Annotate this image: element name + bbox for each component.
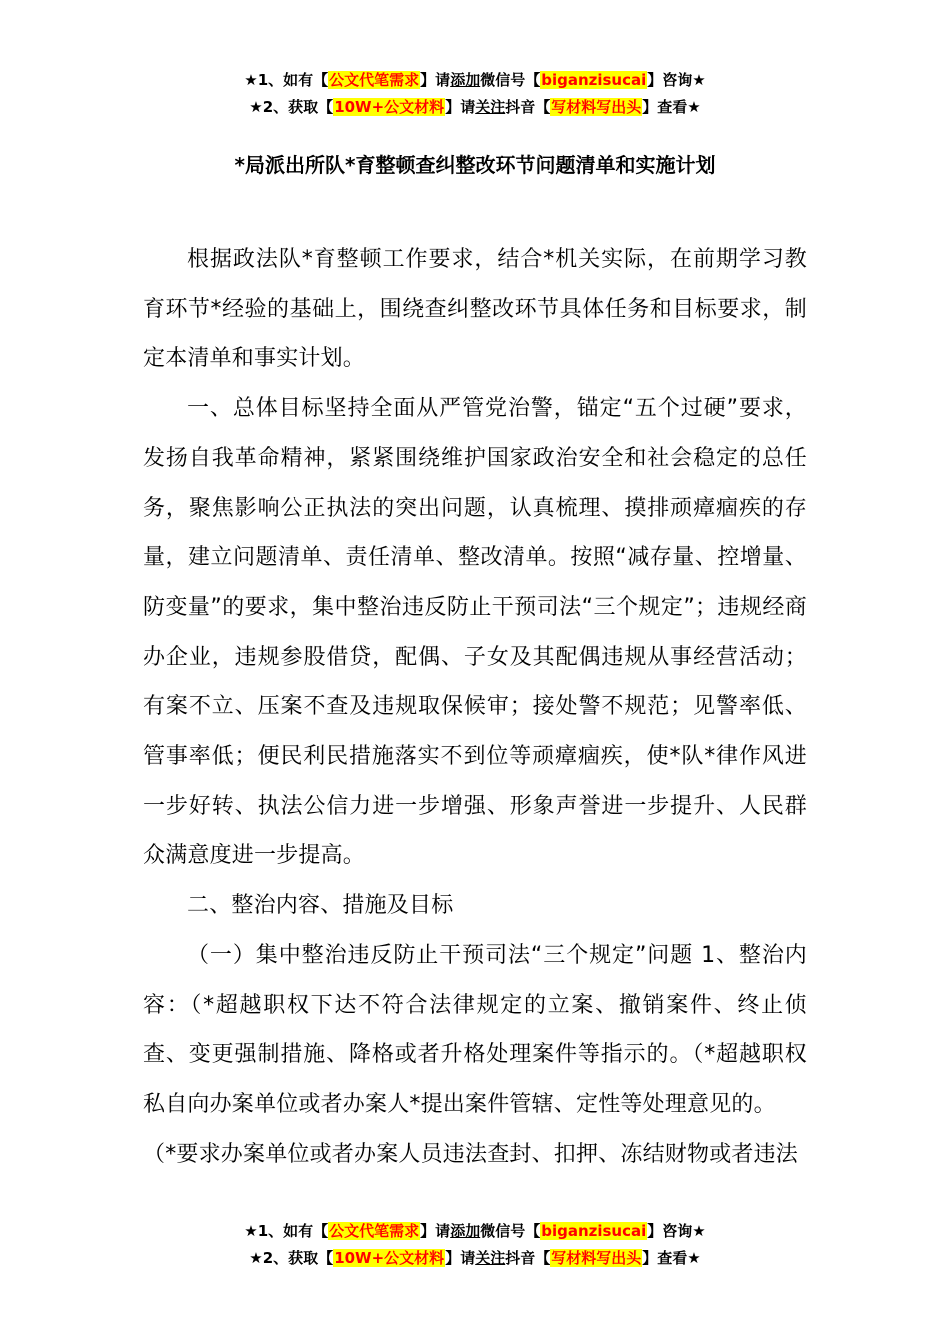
highlight-wechat-id: biganzisucai	[541, 71, 647, 89]
bottom-banner	[0, 1218, 950, 1272]
banner-line-1	[0, 67, 950, 94]
highlight-materials: 10W+公文材料	[334, 1249, 445, 1267]
banner-text: 】查看★	[642, 1249, 701, 1267]
banner-line-2	[0, 94, 950, 121]
underlined-add: 添加	[450, 71, 481, 89]
banner-text: 微信号【	[480, 71, 541, 89]
paragraph-intro: 根据政法队*育整顿工作要求，结合*机关实际，在前期学习教育环节*经验的基础上，围绕查纠整改环节具体任务和目标要求，制定本清单和事实计划。	[143, 247, 807, 372]
paragraph-overall-goal: 一、总体目标坚持全面从严管党治警，锚定“五个过硬”要求，发扬自我革命精神，紧紧围绕维护国家政治安全和社会稳定的总任务，聚焦影响公正执法的突出问题，认真梳理、摸排顽瘴痼疾的存量，建立问题清单、责任清单、整改清单。按照“减存量、控增量、防变量”的要求，集中整治违反防止干预司法“三个规定”；违规经商办企业，违规参股借贷，配偶、子女及其配偶违规从事经营活动；有案不立、压案不查及违规取保候审；接处警不规范；见警率低、管事率低；便民利民措施落实不到位等顽瘴痼疾，使*队*律作风进一步好转、执法公信力进一步增强、形象声誉进一步提升、人民群众满意度进一步提高。	[143, 396, 807, 869]
banner-text: 】请	[420, 71, 451, 89]
banner-text: 】查看★	[642, 98, 701, 116]
highlight-ghostwriting: 公文代笔需求	[329, 1222, 420, 1240]
highlight-materials: 10W+公文材料	[334, 98, 445, 116]
highlight-ghostwriting: 公文代笔需求	[329, 71, 420, 89]
banner-text: 】请	[420, 1222, 451, 1240]
banner-text: ★2、获取【	[249, 98, 334, 116]
paragraph-item-one: （一）集中整治违反防止干预司法“三个规定”问题 1、整治内容：（*超越职权下达不符合法律规定的立案、撤销案件、终止侦查、变更强制措施、降格或者升格处理案件等指示的。（*超越职权私自向办案单位或者办案人*提出案件管辖、定性等处理意见的。	[143, 942, 807, 1117]
underlined-follow: 关注	[475, 98, 506, 116]
banner-text: 】请	[445, 98, 476, 116]
underlined-follow: 关注	[475, 1249, 506, 1267]
underlined-add: 添加	[450, 1222, 481, 1240]
banner-text: ★1、如有【	[244, 71, 329, 89]
highlight-douyin-account: 写材料写出头	[551, 1249, 642, 1267]
paragraph-continued: （*要求办案单位或者办案人员违法查封、扣押、冻结财物或者违法	[143, 1141, 799, 1167]
banner-text: 】咨询★	[647, 1222, 706, 1240]
banner-line-1	[0, 1218, 950, 1245]
top-banner	[0, 67, 950, 121]
banner-line-2	[0, 1245, 950, 1272]
banner-text: 】请	[445, 1249, 476, 1267]
banner-text: ★1、如有【	[244, 1222, 329, 1240]
banner-text: 抖音【	[505, 98, 551, 116]
document-body	[143, 235, 807, 1179]
banner-text: 微信号【	[480, 1222, 541, 1240]
paragraph-section-two-heading: 二、整治内容、措施及目标	[187, 893, 454, 919]
banner-text: 】咨询★	[647, 71, 706, 89]
banner-text: 抖音【	[505, 1249, 551, 1267]
banner-text: ★2、获取【	[249, 1249, 334, 1267]
highlight-wechat-id: biganzisucai	[541, 1222, 647, 1240]
highlight-douyin-account: 写材料写出头	[551, 98, 642, 116]
document-title: *局派出所队*育整顿查纠整改环节问题清单和实施计划	[234, 153, 716, 177]
